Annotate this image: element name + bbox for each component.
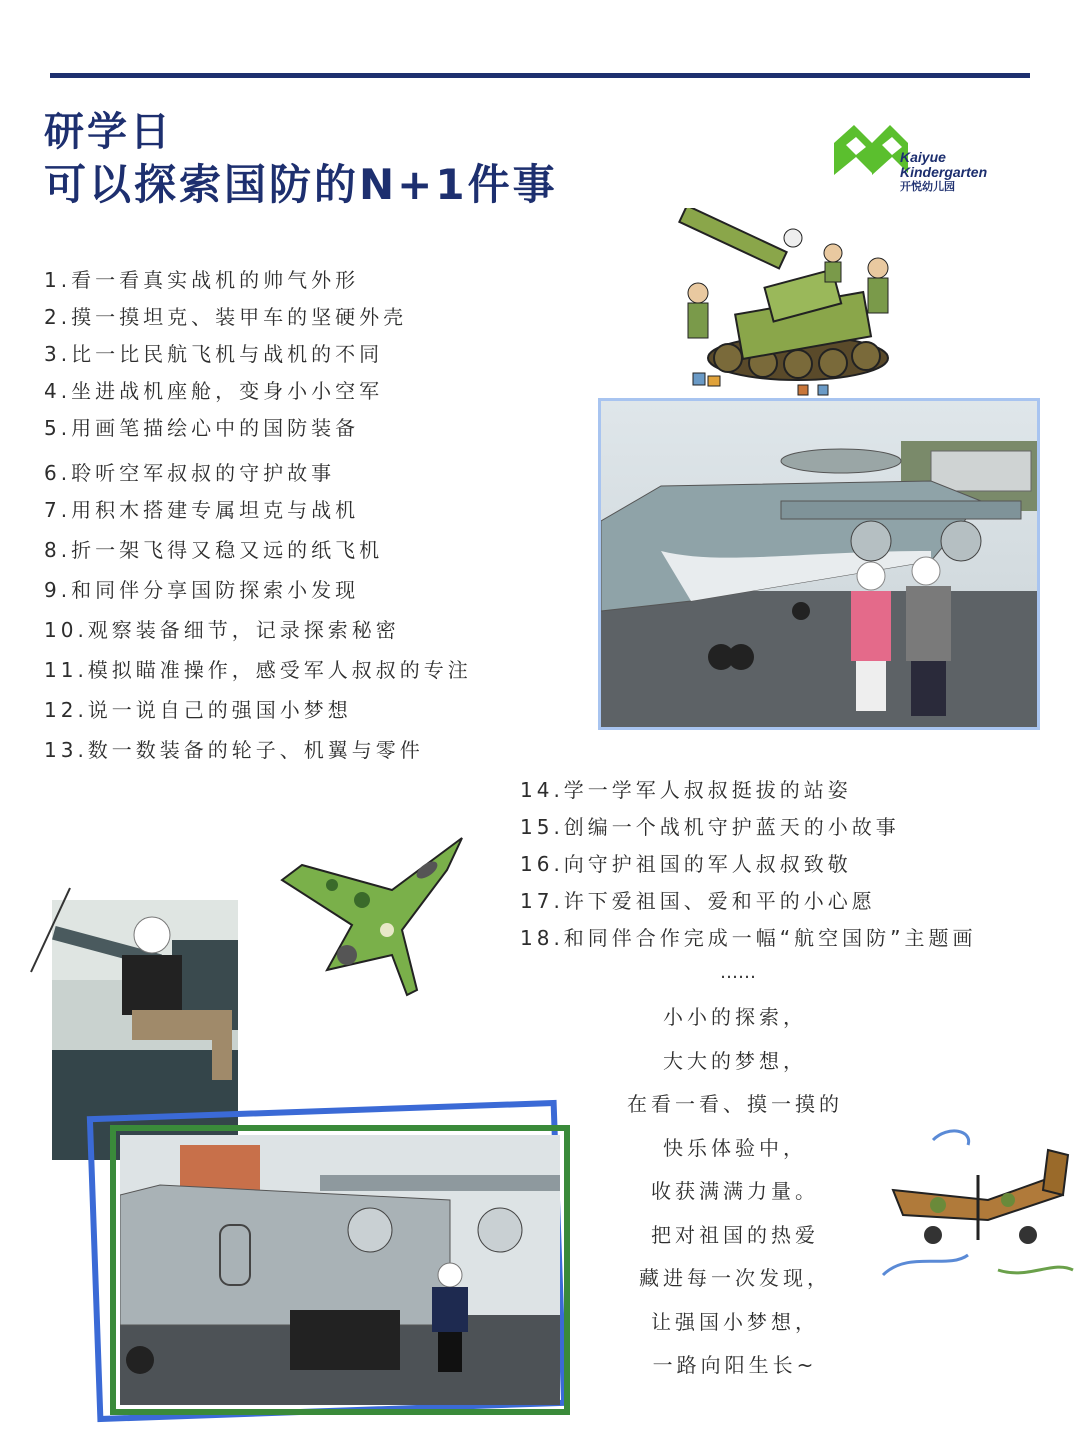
logo-name-en2: Kindergarten [900, 164, 988, 180]
page-title-line1: 研学日 [44, 109, 173, 155]
header-rule [50, 73, 1030, 78]
tank-drawing-icon [668, 208, 908, 398]
poem-line: 把对祖国的热爱 [651, 1222, 819, 1247]
list-item: 8.折一架飞得又稳又远的纸飞机 [44, 538, 384, 562]
poem-line: 收获满满力量。 [651, 1179, 819, 1203]
list-item: 17.许下爱祖国、爱和平的小心愿 [520, 889, 876, 913]
fighter-jet-drawing-icon [272, 830, 472, 1010]
logo-name-en1: Kaiyue [900, 149, 946, 165]
list-item: 1.看一看真实战机的帅气外形 [44, 268, 360, 292]
list-item: 12.说一说自己的强国小梦想 [44, 698, 352, 722]
list-item: 16.向守护祖国的军人叔叔致敬 [520, 852, 852, 876]
logo-name-cn: 开悦幼儿园 [900, 181, 955, 193]
photo-aircraft-kids [598, 398, 1040, 730]
poem-line: 让强国小梦想， [651, 1309, 819, 1334]
list-item: 6.聆听空军叔叔的守护故事 [44, 461, 336, 485]
poem-line: 快乐体验中， [663, 1135, 807, 1160]
list-item: 13.数一数装备的轮子、机翼与零件 [44, 738, 424, 762]
poem-line: 小小的探索， [663, 1005, 807, 1029]
poem-line: 藏进每一次发现， [639, 1266, 831, 1290]
list-item: 5.用画笔描绘心中的国防装备 [44, 416, 360, 440]
list-item: 3.比一比民航飞机与战机的不同 [44, 342, 384, 366]
logo-text [900, 150, 987, 195]
list-item: 4.坐进战机座舱，变身小小空军 [44, 379, 384, 403]
page-title-line2: 可以探索国防的N+1件事 [44, 160, 558, 209]
propeller-plane-drawing-icon [878, 1120, 1078, 1290]
list-item: 9.和同伴分享国防探索小发现 [44, 578, 360, 602]
list-item: 18.和同伴合作完成一幅“航空国防”主题画 [520, 926, 977, 950]
cargo-plane-photo-icon [120, 1135, 560, 1405]
list-item: 11.模拟瞄准操作，感受军人叔叔的专注 [44, 658, 472, 682]
photo-cargo-plane [120, 1135, 560, 1405]
list-item: 14.学一学军人叔叔挺拔的站姿 [520, 778, 852, 802]
poem-line: 一路向阳生长~ [652, 1353, 818, 1377]
poem-line: 在看一看、摸一摸的 [627, 1092, 843, 1116]
poem-line: 大大的梦想， [663, 1048, 807, 1073]
activity-list-left [44, 265, 472, 775]
activity-list-right [520, 775, 977, 960]
closing-poem [600, 1000, 870, 1392]
aircraft-photo-icon [601, 401, 1037, 727]
list-item: 10.观察装备细节，记录探索秘密 [44, 618, 400, 642]
list-item: 7.用积木搭建专属坦克与战机 [44, 498, 360, 522]
list-item: 2.摸一摸坦克、装甲车的坚硬外壳 [44, 305, 408, 329]
ellipsis-text: …… [720, 962, 756, 983]
stroke-decoration-icon [28, 885, 73, 975]
list-item: 15.创编一个战机守护蓝天的小故事 [520, 815, 900, 839]
